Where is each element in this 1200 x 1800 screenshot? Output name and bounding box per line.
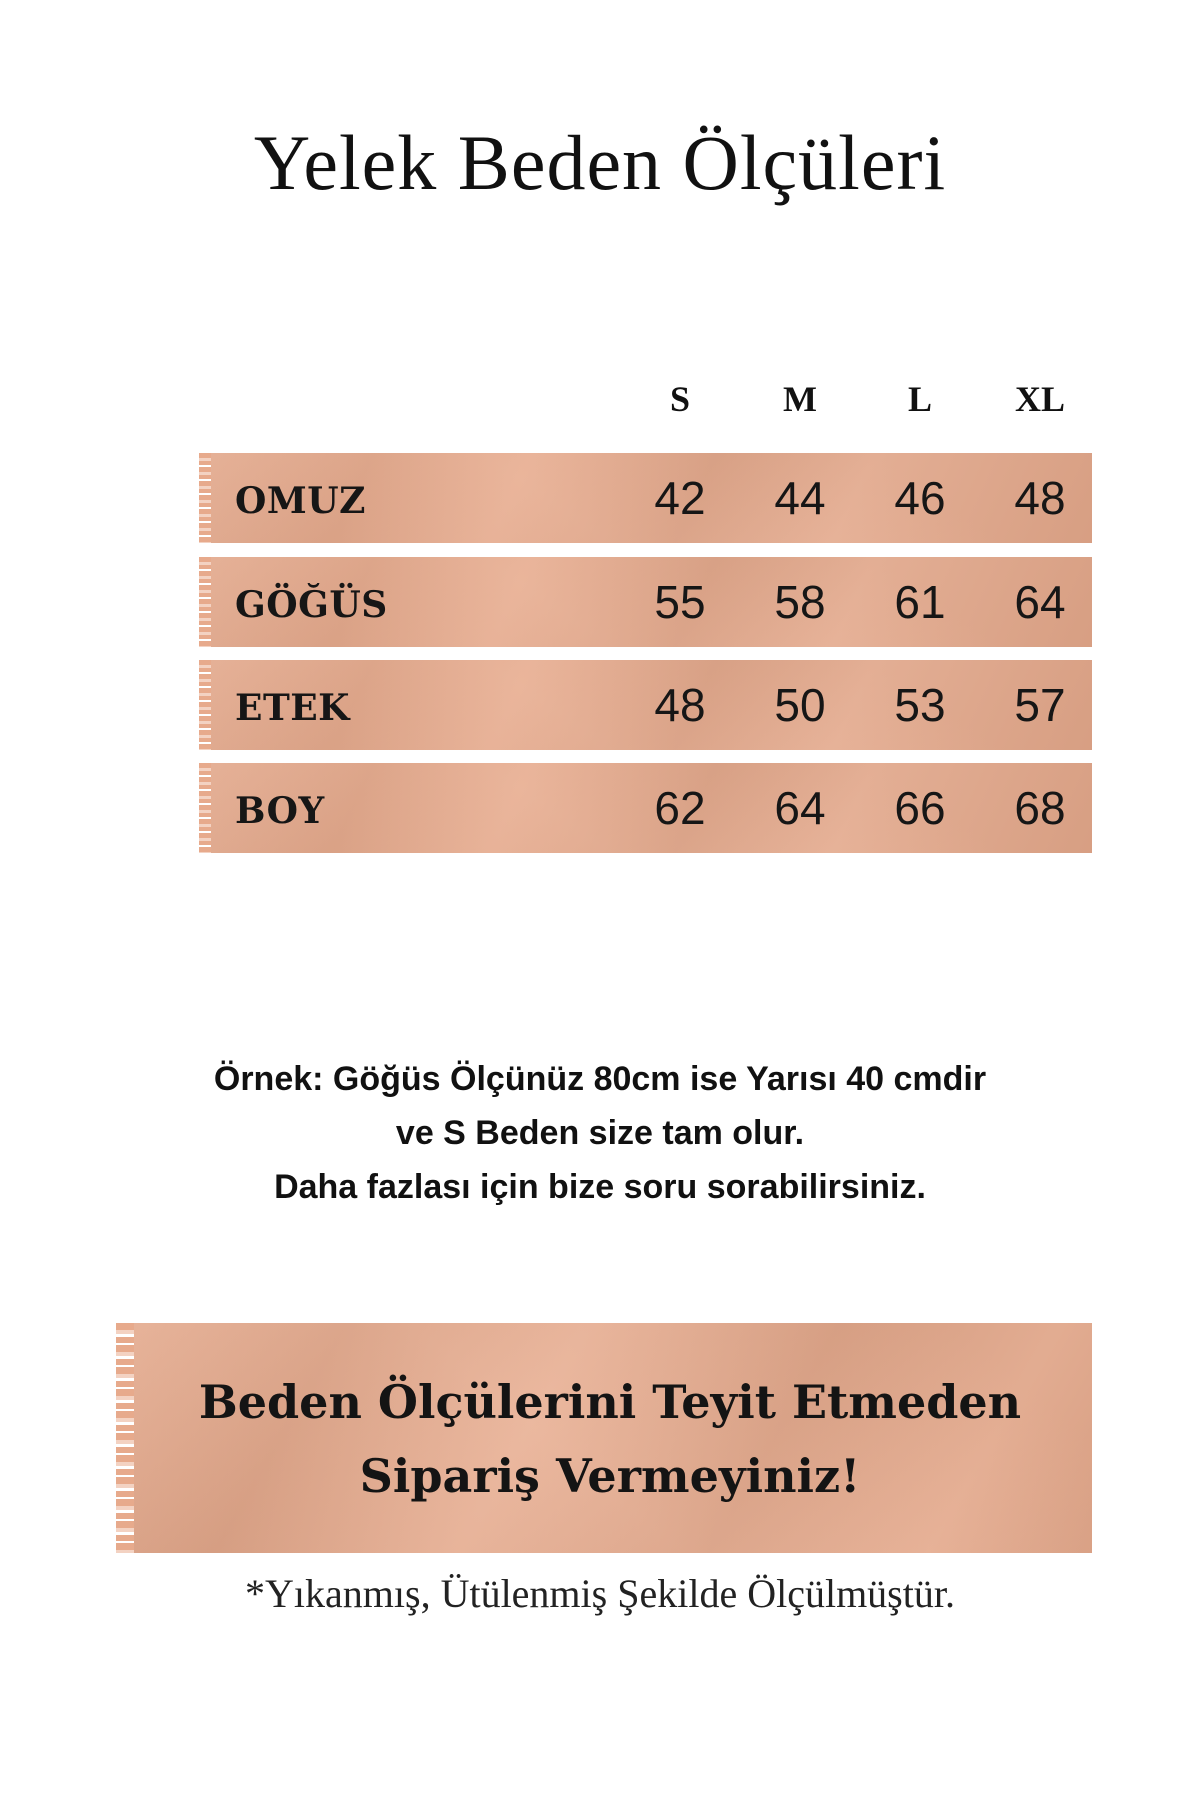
row-label-omuz: OMUZ [235, 480, 366, 522]
table-cell: 50 [774, 679, 826, 731]
row-label-gogus: GÖĞÜS [235, 584, 388, 626]
size-header-m: M [783, 379, 817, 419]
table-cell: 57 [1014, 679, 1066, 731]
warning-line: Beden Ölçülerini Teyit Etmeden [198, 1375, 1022, 1429]
page-title: Yelek Beden Ölçüleri [253, 119, 947, 206]
size-header-s: S [669, 379, 691, 419]
example-note [0, 1052, 1200, 1214]
table-cell: 66 [894, 782, 946, 834]
table-cell: 46 [894, 472, 946, 524]
table-row [207, 763, 1092, 853]
footnote: *Yıkanmış, Ütülenmiş Şekilde Ölçülmüştür. [245, 1571, 955, 1616]
table-row [207, 660, 1092, 750]
size-header-xl: XL [1014, 379, 1065, 419]
table-cell: 68 [1014, 782, 1066, 834]
row-label-etek: ETEK [235, 687, 350, 729]
table-cell: 48 [1014, 472, 1066, 524]
table-cell: 48 [654, 679, 706, 731]
size-header-l: L [907, 379, 932, 419]
note-line: Örnek: Göğüs Ölçünüz 80cm ise Yarısı 40 cmdir [213, 1060, 987, 1098]
table-cell: 61 [894, 576, 946, 628]
table-cell: 42 [654, 472, 706, 524]
note-line: Daha fazlası için bize soru sorabilirsiniz. [274, 1168, 926, 1206]
note-line: ve S Beden size tam olur. [395, 1114, 805, 1152]
row-label-boy: BOY [235, 790, 325, 832]
warning-banner [128, 1323, 1092, 1553]
table-row [207, 557, 1092, 647]
warning-text [128, 1365, 1092, 1513]
table-cell: 58 [774, 576, 826, 628]
table-cell: 64 [1014, 576, 1066, 628]
table-cell: 64 [774, 782, 826, 834]
table-cell: 44 [774, 472, 826, 524]
table-cell: 55 [654, 576, 706, 628]
table-cell: 53 [894, 679, 946, 731]
warning-line: Sipariş Vermeyiniz! [359, 1449, 861, 1503]
table-row [207, 453, 1092, 543]
table-cell: 62 [654, 782, 706, 834]
